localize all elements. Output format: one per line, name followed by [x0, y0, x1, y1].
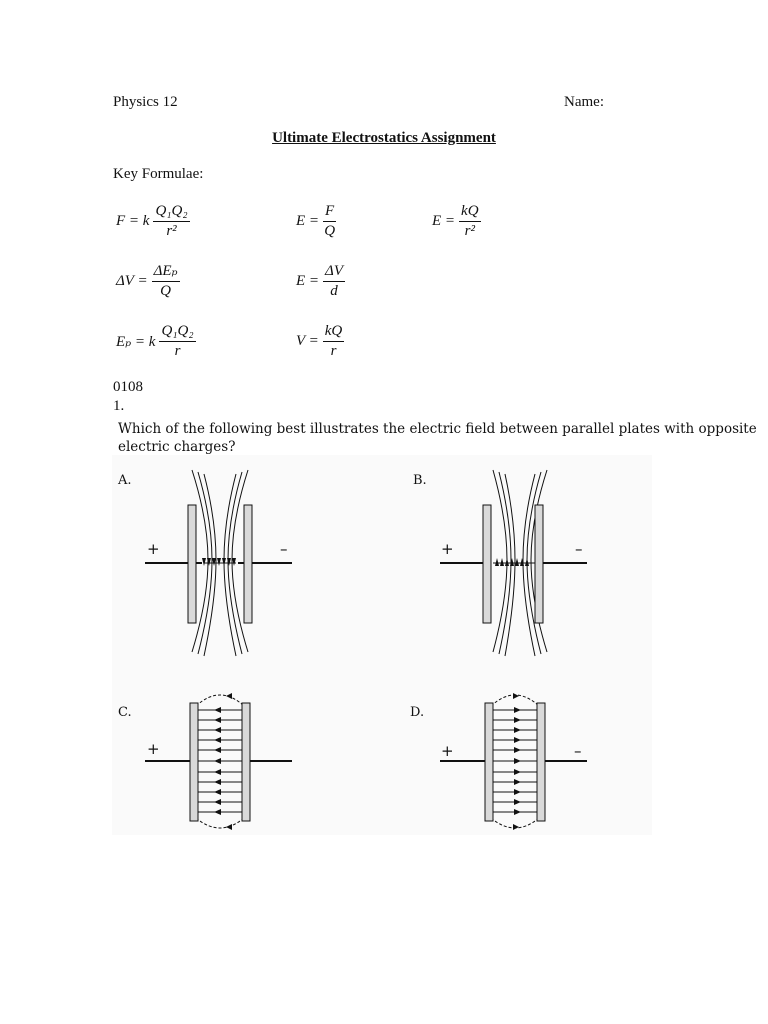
option-d-plus: +: [441, 742, 454, 760]
name-label: Name:: [564, 94, 604, 110]
option-c-plus: +: [147, 740, 160, 758]
question-text-line2: electric charges?: [118, 439, 236, 455]
option-d-label: D.: [410, 705, 425, 720]
formula-potential: V = $\frac{kQ}{r}$: [296, 323, 343, 359]
option-a-label: A.: [118, 473, 132, 488]
option-a-minus: –: [280, 540, 288, 558]
option-a-plus: +: [147, 540, 160, 558]
formula-potential-energy: Eₚ = k $\frac{\text{Q₁Q₂}}{r}$: [116, 323, 194, 359]
option-b-diagram: [435, 460, 595, 665]
option-d-diagram: [435, 688, 595, 833]
formula-field-point-charge: E = $\frac{kQ}{\text{r²}}$: [432, 203, 479, 239]
question-code: 0108: [113, 379, 143, 395]
formula-coulomb-force: F = k $\frac{\text{Q₁Q₂}}{\text{r²}}$: [116, 203, 188, 239]
question-number: 1.: [113, 398, 125, 414]
option-c-diagram: [140, 688, 300, 833]
key-formulae-label: Key Formulae:: [113, 166, 204, 182]
formula-field-plates: E = $\frac{\Delta V}{d}$: [296, 263, 344, 299]
course-label: Physics 12: [113, 94, 178, 110]
option-b-plus: +: [441, 540, 454, 558]
option-c-label: C.: [118, 705, 132, 720]
option-d-minus: –: [574, 742, 582, 760]
question-text-line1: Which of the following best illustrates the electric field between parallel plates with opposite: [118, 421, 757, 437]
formula-potential-difference: ΔV = $\frac{\text{ΔEₚ}}{Q}$: [116, 263, 178, 299]
page-title: Ultimate Electrostatics Assignment: [272, 130, 496, 146]
option-b-label: B.: [413, 473, 427, 488]
option-b-minus: –: [575, 540, 583, 558]
formula-field-force: E = $\frac{F}{Q}$: [296, 203, 336, 239]
option-a-diagram: [140, 460, 300, 665]
